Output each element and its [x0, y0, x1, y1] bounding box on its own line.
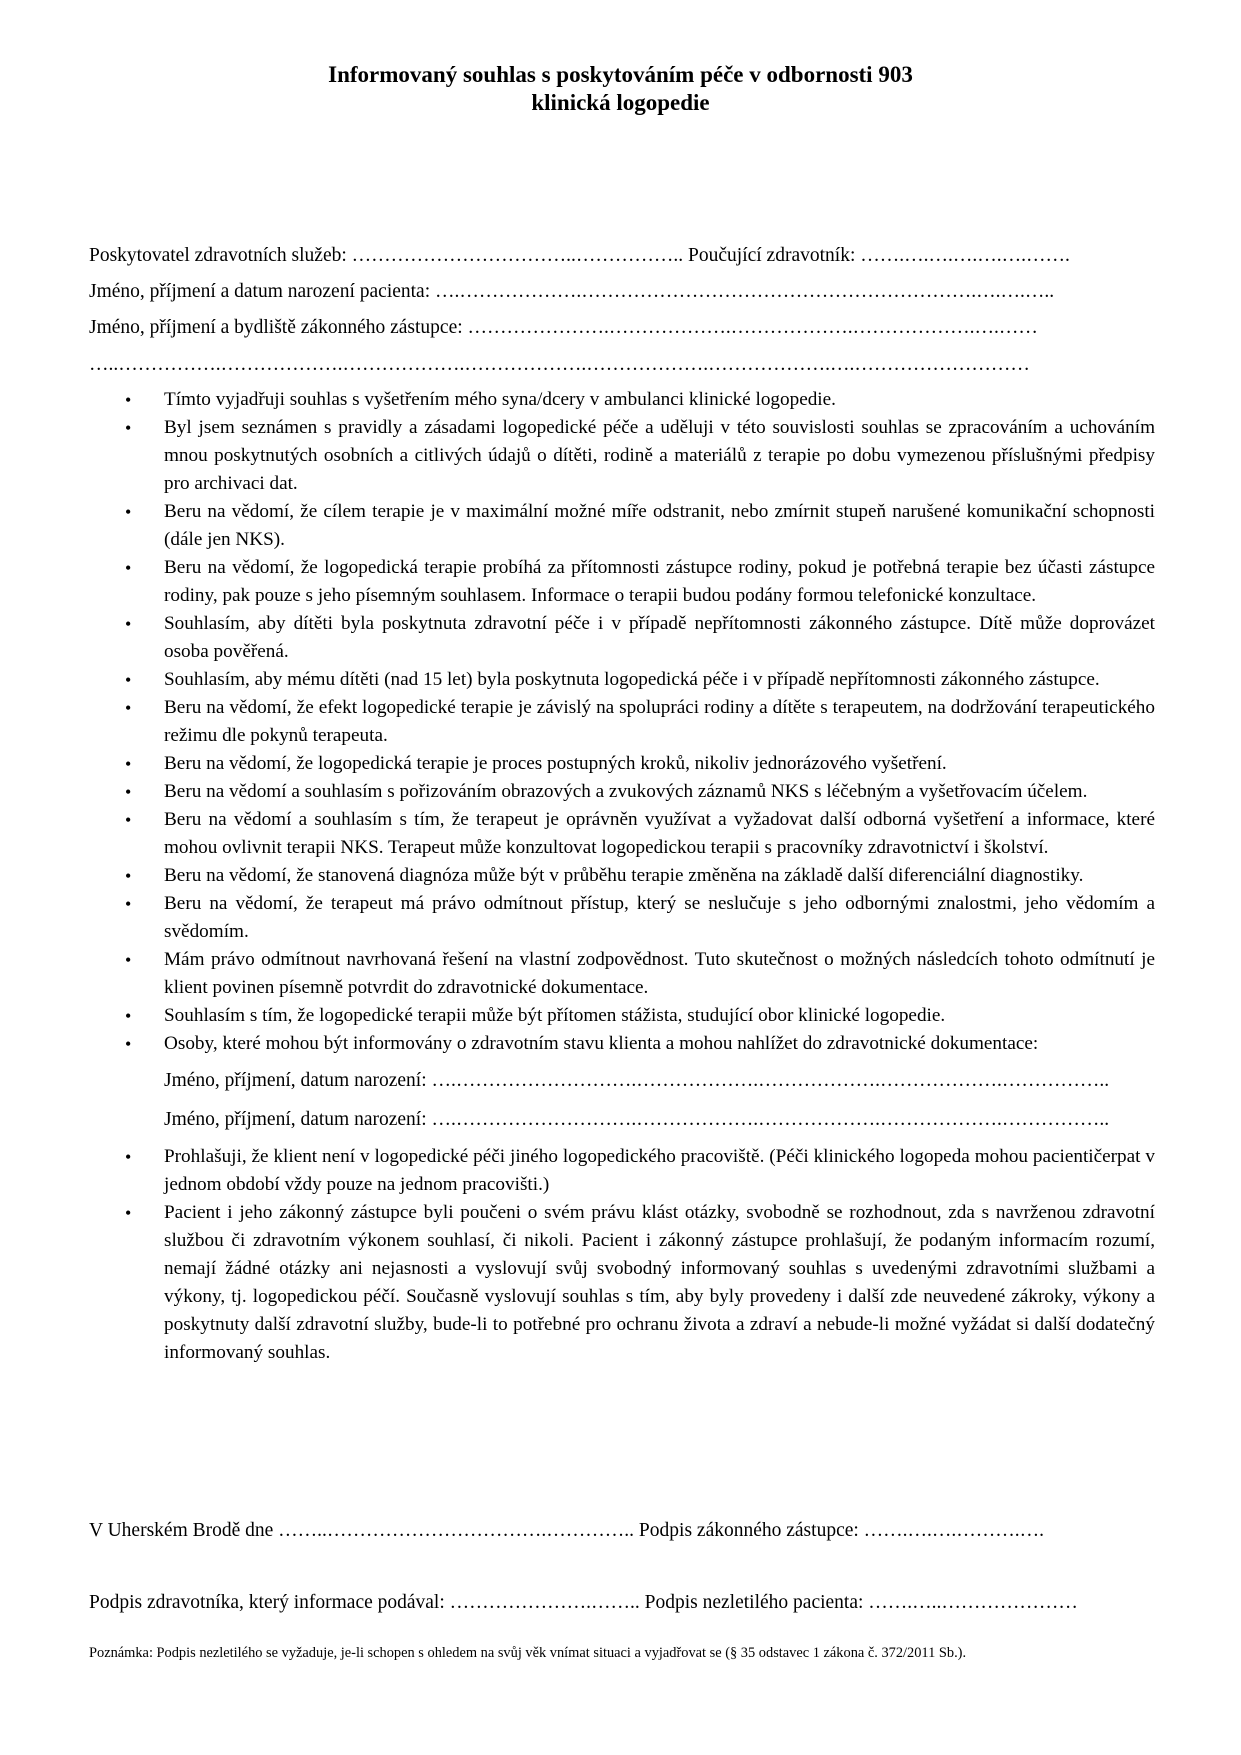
statement-text: Beru na vědomí a souhlasím s pořizováním obrazových a zvukových záznamů NKS s léčebným a vyšetřovacím účelem. — [164, 781, 1088, 802]
document-subtitle: klinická logopedie — [531, 90, 710, 115]
list-item — [0, 806, 1241, 862]
bullet-icon: • — [125, 558, 132, 578]
patient-field[interactable]: Jméno, příjmení a datum narození pacienta: ….……………….…………………………………………………….….….….. — [89, 281, 1055, 302]
statement-text: Beru na vědomí, že stanovená diagnóza může být v průběhu terapie změněna na základě další diferenciální diagnostiky. — [164, 865, 1084, 886]
list-item — [0, 414, 1241, 498]
guardian-continuation-field[interactable]: …..…………….……………….……………….……………….……………….……………….….……………………… — [89, 354, 1030, 375]
statement-text: Osoby, které mohou být informovány o zdravotním stavu klienta a mohou nahlížet do zdravotnické dokumentace: — [164, 1033, 1039, 1054]
list-item — [0, 694, 1241, 750]
bullet-icon: • — [125, 670, 132, 690]
bullet-icon: • — [125, 1203, 132, 1223]
statement-text: Byl jsem seznámen s pravidly a zásadami logopedické péče a uděluji v této souvislosti souhlas se zpracováním a uchováním mnou poskytnutých osobních a citlivých údajů o dítěti, rodině a materiálů z terapie po dobu vymezenou příslušnými předpisy pro archivaci dat. — [164, 417, 1155, 494]
footnote: Poznámka: Podpis nezletilého se vyžaduje, je-li schopen s ohledem na svůj věk vnímat situaci a vyjadřovat se (§ 35 odstavec 1 zákona č. 372/2011 Sb.). — [89, 1645, 967, 1661]
bullet-icon: • — [125, 866, 132, 886]
bullet-icon: • — [125, 1006, 132, 1026]
list-item — [0, 946, 1241, 1002]
bullet-icon: • — [125, 1034, 132, 1054]
place-date-signature-field[interactable]: V Uherském Brodě dne ……..…………………………….………….. Podpis zákonného zástupce: …….….….……….…. — [89, 1520, 1045, 1541]
list-item — [0, 890, 1241, 946]
statement-text: Beru na vědomí, že logopedická terapie je proces postupných kroků, nikoliv jednorázového vyšetření. — [164, 753, 947, 774]
bullet-icon: • — [125, 1147, 132, 1167]
list-item — [0, 386, 1241, 414]
statement-text: Beru na vědomí, že logopedická terapie probíhá za přítomnosti zástupce rodiny, pokud je potřebná terapie bez účasti zástupce rodiny, pak pouze s jeho písemným souhlasem. Informace o terapii budou podány formou telefonické konzultace. — [164, 557, 1155, 606]
bullet-icon: • — [125, 418, 132, 438]
bullet-icon: • — [125, 502, 132, 522]
staff-signature-field[interactable]: Podpis zdravotníka, který informace podával: ………………….…….. Podpis nezletilého pacienta: …….…..………………… — [89, 1592, 1078, 1613]
bullet-icon: • — [125, 754, 132, 774]
bullet-icon: • — [125, 950, 132, 970]
bullet-icon: • — [125, 810, 132, 830]
statement-text: Mám právo odmítnout navrhovaná řešení na vlastní zodpovědnost. Tuto skutečnost o možných následcích tohoto odmítnutí je klient povinen písemně potvrdit do zdravotnické dokumentace. — [164, 949, 1155, 998]
statement-text: Beru na vědomí a souhlasím s tím, že terapeut je oprávněn využívat a vyžadovat další odborná vyšetření a informace, které mohou ovlivnit terapii NKS. Terapeut může konzultovat logopedickou terapii s pracovníky zdravotnictví i školství. — [164, 809, 1155, 858]
authorized-person-2-field[interactable]: Jméno, příjmení, datum narození: ….……………………….……………….……………….……………….…………….. — [164, 1109, 1110, 1130]
statement-text: Beru na vědomí, že terapeut má právo odmítnout přístup, který se neslučuje s jeho odbornými znalostmi, jeho vědomím a svědomím. — [164, 893, 1155, 942]
statement-text: Souhlasím, aby dítěti byla poskytnuta zdravotní péče i v případě nepřítomnosti zákonného zástupce. Dítě může doprovázet osoba pověřená. — [164, 613, 1155, 662]
provider-field[interactable]: Poskytovatel zdravotních služeb: ……………………………..…………….. Poučující zdravotník: …….….….….….….……. — [89, 245, 1070, 266]
bullet-icon: • — [125, 894, 132, 914]
list-item — [0, 554, 1241, 610]
guardian-field[interactable]: Jméno, příjmení a bydliště zákonného zástupce: ………………….……………….……………….……………….….…… — [89, 317, 1038, 338]
consent-statements-list — [0, 386, 1241, 1367]
statement-text: Tímto vyjadřuji souhlas s vyšetřením mého syna/dcery v ambulanci klinické logopedie. — [164, 389, 836, 410]
list-item — [0, 778, 1241, 806]
bullet-icon: • — [125, 390, 132, 410]
list-item — [0, 610, 1241, 666]
bullet-icon: • — [125, 782, 132, 802]
document-title: Informovaný souhlas s poskytováním péče v odbornosti 903 — [328, 62, 913, 87]
list-item — [0, 750, 1241, 778]
bullet-icon: • — [125, 698, 132, 718]
list-item — [0, 862, 1241, 890]
statement-text: Prohlašuji, že klient není v logopedické péči jiného logopedického pracoviště. (Péči klinického logopeda mohou pacientičerpat v jednom období vždy pouze na jednom pracovišti.) — [164, 1146, 1155, 1195]
list-item — [0, 1002, 1241, 1030]
list-item — [0, 666, 1241, 694]
list-item — [0, 498, 1241, 554]
bullet-icon: • — [125, 614, 132, 634]
statement-text: Beru na vědomí, že efekt logopedické terapie je závislý na spolupráci rodiny a dítěte s terapeutem, na dodržování terapeutického režimu dle pokynů terapeuta. — [164, 697, 1155, 746]
statement-text: Beru na vědomí, že cílem terapie je v maximální možné míře odstranit, nebo zmírnit stupeň narušené komunikační schopnosti (dále jen NKS). — [164, 501, 1155, 550]
list-item — [0, 1030, 1241, 1134]
statement-text: Souhlasím s tím, že logopedické terapii může být přítomen stážista, studující obor klinické logopedie. — [164, 1005, 946, 1026]
list-item — [0, 1143, 1241, 1199]
statement-text: Souhlasím, aby mému dítěti (nad 15 let) byla poskytnuta logopedická péče i v případě nepřítomnosti zákonného zástupce. — [164, 669, 1100, 690]
statement-text: Pacient i jeho zákonný zástupce byli poučeni o svém právu klást otázky, svobodně se rozhodnout, zda s navrženou zdravotní službou či zdravotním výkonem souhlasí, či nikoli. Pacient i zákonný zástupce prohlašují, že podaným informacím rozumí, nemají žádné otázky ani nejasnosti a vyslovují svůj svobodný informovaný souhlas s uvedenými zdravotními službami a výkony, tj. logopedickou péčí. Současně vyslovují souhlas s tím, aby byly provedeny i další zde neuvedené zákroky, výkony a poskytnuty další zdravotní služby, bude-li to potřebné pro ochranu života a zdraví a nebude-li možné vyžádat si další dodatečný informovaný souhlas. — [164, 1202, 1155, 1363]
list-item — [0, 1199, 1241, 1367]
authorized-person-1-field[interactable]: Jméno, příjmení, datum narození: ….……………………….……………….……………….……………….…………….. — [164, 1070, 1110, 1091]
